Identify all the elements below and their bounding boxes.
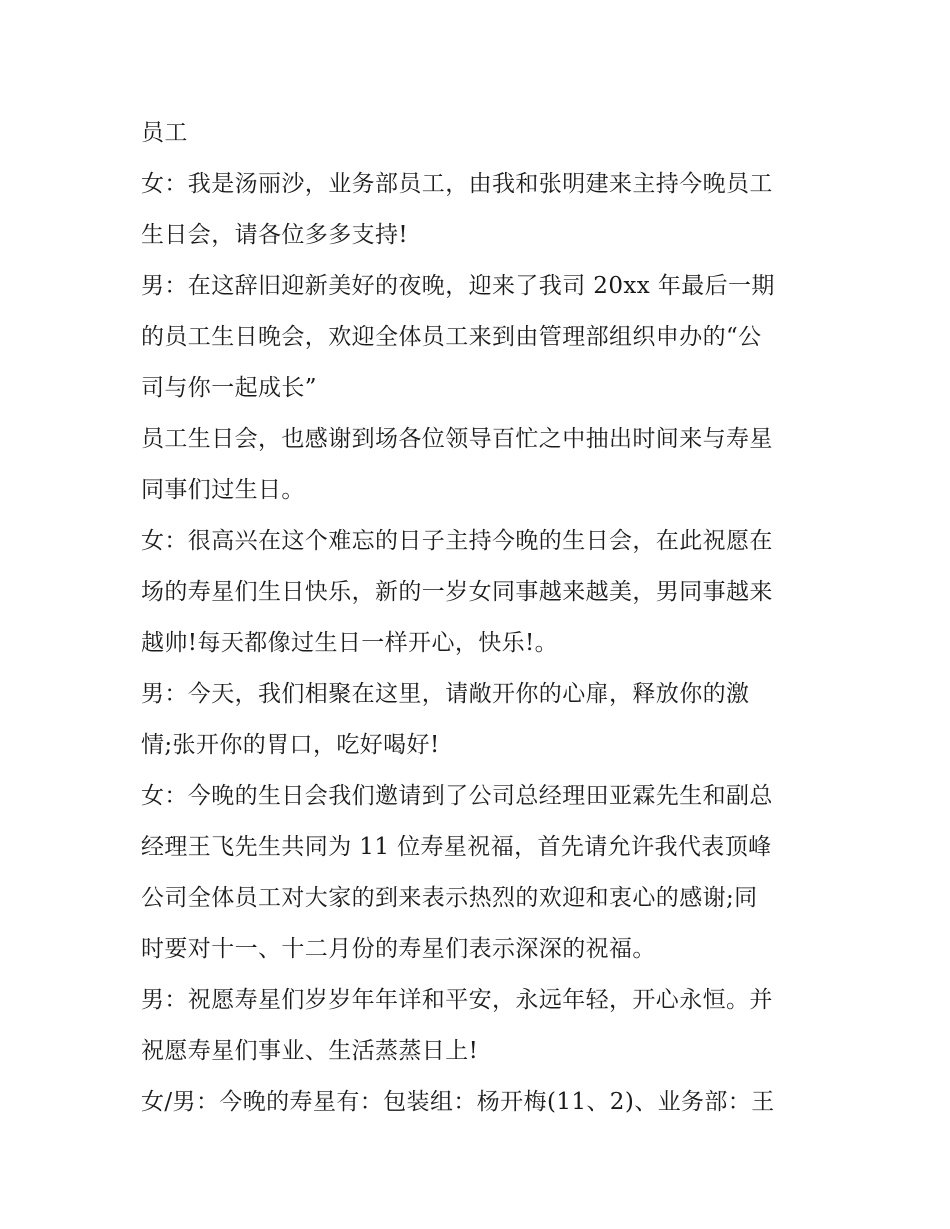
text-line: 生日会，请各位多多支持! <box>141 222 409 248</box>
text-line: 经理王飞先生共同为 11 位寿星祝福，首先请允许我代表顶峰 <box>141 834 772 860</box>
text-line: 男：在这辞旧迎新美好的夜晚，迎来了我司 20xx 年最后一期 <box>141 273 775 299</box>
text-line: 女/男：今晚的寿星有：包装组：杨开梅(11、2)、业务部：王 <box>141 1089 775 1115</box>
text-line: 场的寿星们生日快乐，新的一岁女同事越来越美，男同事越来 <box>141 579 773 605</box>
text-line: 情;张开你的胃口，吃好喝好! <box>141 732 440 758</box>
text-line: 员工生日会，也感谢到场各位领导百忙之中抽出时间来与寿星 <box>141 426 773 452</box>
text-line: 时要对十一、十二月份的寿星们表示深深的祝福。 <box>141 936 656 962</box>
text-line: 男：今天，我们相聚在这里，请敞开你的心扉，释放你的激 <box>141 681 750 707</box>
document-body <box>141 108 821 1128</box>
text-line: 的员工生日晚会，欢迎全体员工来到由管理部组织申办的“公 <box>141 324 762 350</box>
text-line: 女：很高兴在这个难忘的日子主持今晚的生日会，在此祝愿在 <box>141 528 773 554</box>
text-line: 司与你一起成长” <box>141 375 317 401</box>
text-line: 员工 <box>141 120 188 146</box>
text-line: 男：祝愿寿星们岁岁年年详和平安，永远年轻，开心永恒。并 <box>141 987 773 1013</box>
text-line: 同事们过生日。 <box>141 477 305 503</box>
text-line: 越帅!每天都像过生日一样开心，快乐!。 <box>141 630 559 656</box>
text-line: 女：今晚的生日会我们邀请到了公司总经理田亚霖先生和副总 <box>141 783 773 809</box>
text-line: 女：我是汤丽沙，业务部员工，由我和张明建来主持今晚员工 <box>141 171 773 197</box>
text-line: 祝愿寿星们事业、生活蒸蒸日上! <box>141 1038 479 1064</box>
text-line: 公司全体员工对大家的到来表示热烈的欢迎和衷心的感谢;同 <box>141 885 758 911</box>
